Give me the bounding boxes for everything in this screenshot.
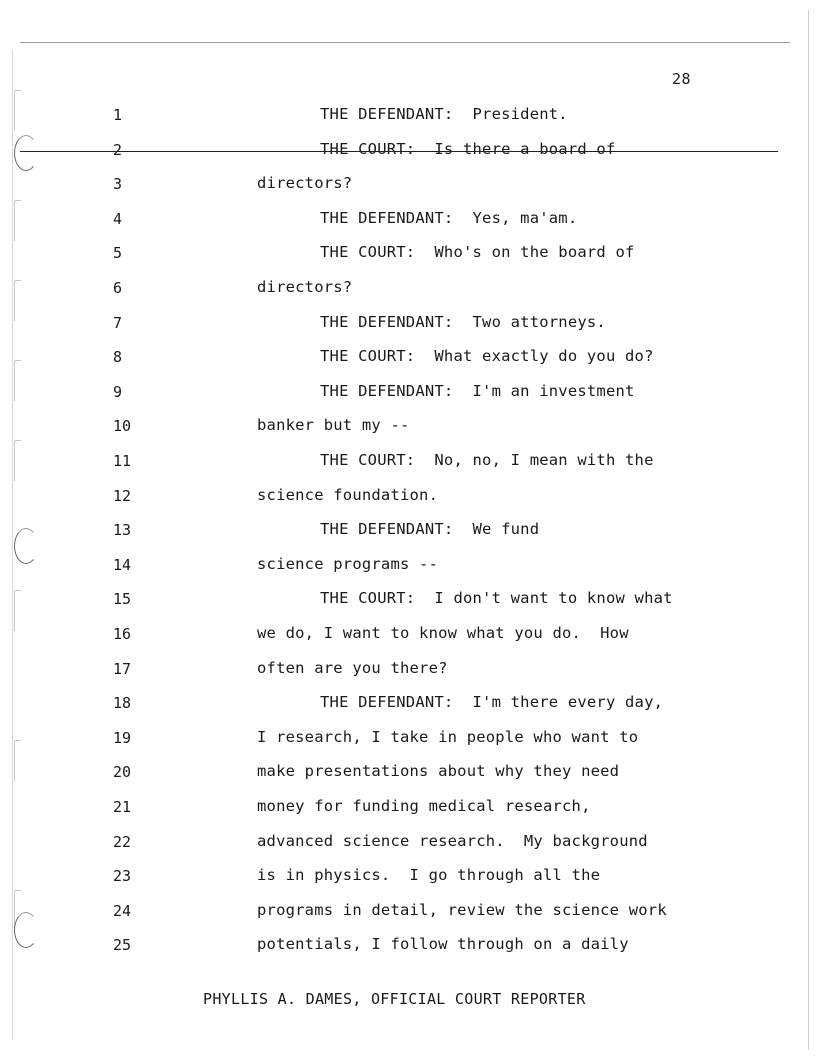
transcript-line: THE DEFENDANT: Yes, ma'am. <box>320 208 578 227</box>
line-number: 21 <box>113 798 132 816</box>
transcript-line: THE DEFENDANT: Two attorneys. <box>320 312 606 331</box>
right-margin-rule <box>808 10 809 1050</box>
line-number: 10 <box>113 417 132 436</box>
line-number: 16 <box>113 625 132 643</box>
transcript-line: THE COURT: What exactly do you do? <box>320 347 654 366</box>
transcript-line: is in physics. I go through all the <box>257 866 601 885</box>
line-number: 7 <box>113 313 123 332</box>
transcript-line: make presentations about why they need <box>257 762 620 781</box>
punch-hole-icon <box>14 528 38 564</box>
line-number: 8 <box>113 348 123 367</box>
page-number: 28 <box>672 70 692 88</box>
transcript-line: THE DEFENDANT: We fund <box>320 520 540 539</box>
line-number: 12 <box>113 486 132 505</box>
transcript-line: I research, I take in people who want to <box>257 727 639 746</box>
line-number: 5 <box>113 244 123 263</box>
reporter-footer: PHYLLIS A. DAMES, OFFICIAL COURT REPORTER <box>203 990 586 1008</box>
line-number: 14 <box>113 555 132 574</box>
line-number: 3 <box>113 175 123 194</box>
transcript-line: science foundation. <box>257 485 439 504</box>
transcript-line: THE COURT: I don't want to know what <box>320 589 673 608</box>
line-number: 17 <box>113 659 132 678</box>
transcript-line: directors? <box>257 278 353 296</box>
transcript-line: banker but my -- <box>257 416 410 435</box>
line-number: 4 <box>113 209 123 228</box>
line-number: 25 <box>113 936 132 955</box>
line-number: 13 <box>113 521 132 540</box>
line-number: 22 <box>113 832 132 851</box>
strikethrough-line <box>20 151 778 152</box>
line-number: 24 <box>113 901 132 920</box>
line-number: 11 <box>113 452 132 470</box>
struck-transcript-line: THE COURT: Is there a board of <box>320 139 616 158</box>
transcript-line: THE COURT: Who's on the board of <box>320 243 635 262</box>
transcript-line: we do, I want to know what you do. How <box>257 624 629 642</box>
line-number: 9 <box>113 382 123 401</box>
line-number: 19 <box>113 728 132 747</box>
transcript-line: directors? <box>257 174 353 193</box>
transcript-line: science programs -- <box>257 554 439 573</box>
binding-bracket <box>14 360 21 401</box>
transcript-line: THE DEFENDANT: I'm an investment <box>320 381 635 400</box>
transcript-line: THE DEFENDANT: I'm there every day, <box>320 693 664 712</box>
line-number: 20 <box>113 763 132 782</box>
punch-hole-icon <box>14 135 38 171</box>
line-number: 15 <box>113 590 132 609</box>
punch-hole-icon <box>14 912 38 948</box>
binding-bracket <box>14 280 21 321</box>
line-number: 6 <box>113 279 123 297</box>
transcript-line: money for funding medical research, <box>257 797 591 815</box>
line-number: 18 <box>113 694 132 713</box>
line-number: 2 <box>113 140 123 159</box>
binding-bracket <box>14 440 21 481</box>
transcript-line: programs in detail, review the science work <box>257 900 667 919</box>
left-margin-rule <box>12 50 13 1040</box>
binding-bracket <box>14 740 21 781</box>
line-number: 1 <box>113 106 123 124</box>
transcript-line: often are you there? <box>257 658 448 677</box>
binding-bracket <box>14 200 21 241</box>
transcript-line: THE COURT: No, no, I mean with the <box>320 451 654 469</box>
binding-bracket <box>14 590 21 631</box>
transcript-line: THE DEFENDANT: President. <box>320 105 568 123</box>
line-number: 23 <box>113 867 132 886</box>
top-rule <box>20 42 790 43</box>
transcript-line: potentials, I follow through on a daily <box>257 935 629 954</box>
transcript-line: advanced science research. My background <box>257 831 648 850</box>
binding-bracket <box>14 90 21 131</box>
